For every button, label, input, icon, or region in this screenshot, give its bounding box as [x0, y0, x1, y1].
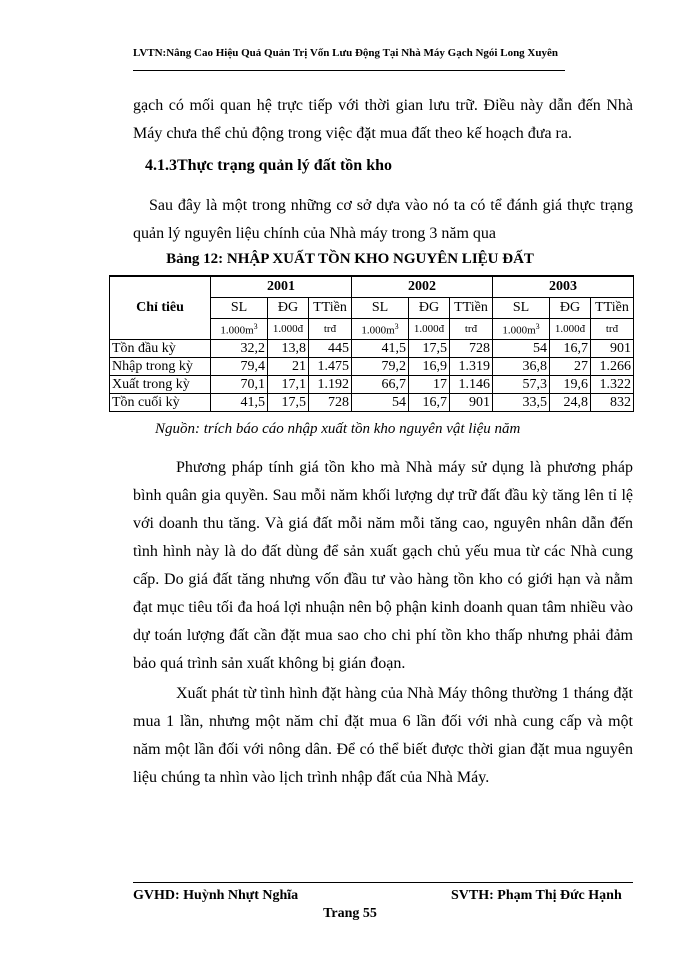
table-cell: 21 [268, 358, 309, 376]
table-cell: 54 [493, 340, 550, 358]
unit-tt: trđ [450, 319, 493, 340]
header-divider [133, 70, 565, 71]
table-cell: 1.475 [309, 358, 352, 376]
col-dg: ĐG [268, 298, 309, 319]
footer-divider [133, 882, 633, 883]
table-cell: 36,8 [493, 358, 550, 376]
table-title: Bảng 12: NHẬP XUẤT TỒN KHO NGUYÊN LIỆU ĐẤT [166, 251, 534, 267]
table-row [110, 376, 634, 394]
table-cell: 1.322 [591, 376, 634, 394]
table-cell: 445 [309, 340, 352, 358]
unit-sl: $1.000m^3$ [211, 319, 268, 340]
table-source-note: Nguồn: trích báo cáo nhập xuất tồn kho nguyên vật liệu năm [155, 421, 521, 437]
table-cell: 13,8 [268, 340, 309, 358]
col-sl: SL [211, 298, 268, 319]
table-cell: 79,4 [211, 358, 268, 376]
col-sl: SL [352, 298, 409, 319]
table-cell: 17 [409, 376, 450, 394]
table-cell: 1.319 [450, 358, 493, 376]
table-cell: 33,5 [493, 394, 550, 412]
table-cell: 17,5 [268, 394, 309, 412]
unit-tt: trđ [591, 319, 634, 340]
unit-tt: trđ [309, 319, 352, 340]
table-row [110, 340, 634, 358]
table-cell: 54 [352, 394, 409, 412]
paragraph-4: Xuất phát từ tình hình đặt hàng của Nhà Máy thông thường 1 tháng đặt mua 1 lần, nhưng một năm chỉ đặt mua 6 lần đối với nhà cung cấp và một năm một lần đối với nông dân. Để có thể biết được thời gian đặt mua nguyên liệu chúng ta nhìn vào lịch trình nhập đất của Nhà Máy. [133, 685, 633, 786]
table-cell: 901 [591, 340, 634, 358]
col-sl: SL [493, 298, 550, 319]
table-cell: 901 [450, 394, 493, 412]
unit-sl: $1.000m^3$ [493, 319, 550, 340]
table-cell: 728 [450, 340, 493, 358]
table-cell: 19,6 [550, 376, 591, 394]
row-label: Tồn đầu kỳ [110, 340, 211, 358]
page-number: Trang 55 [323, 906, 377, 921]
paragraph-1: gạch có mối quan hệ trực tiếp với thời gian lưu trữ. Điều này dẫn đến Nhà Máy chưa thể chủ động trong việc đặt mua đất theo kế hoạch đưa ra. [133, 97, 633, 142]
table-cell: 832 [591, 394, 634, 412]
col-dg: ĐG [409, 298, 450, 319]
table-cell: 1.192 [309, 376, 352, 394]
table-cell: 17,1 [268, 376, 309, 394]
row-header-cell: Chỉ tiêu [110, 276, 211, 340]
row-label: Xuất trong kỳ [110, 376, 211, 394]
table-cell: 16,9 [409, 358, 450, 376]
col-tt: TTiền [309, 298, 352, 319]
table-row [110, 394, 634, 412]
row-label: Tồn cuối kỳ [110, 394, 211, 412]
table-cell: 66,7 [352, 376, 409, 394]
table-row [110, 358, 634, 376]
table-cell: 1.146 [450, 376, 493, 394]
unit-dg: 1.000đ [268, 319, 309, 340]
table-cell: 16,7 [550, 340, 591, 358]
inventory-table [109, 275, 634, 412]
year-2003: 2003 [493, 276, 634, 298]
table-cell: 24,8 [550, 394, 591, 412]
table-cell: 17,5 [409, 340, 450, 358]
section-heading: 4.1.3Thực trạng quản lý đất tồn kho [145, 157, 392, 174]
table-cell: 41,5 [352, 340, 409, 358]
year-2001: 2001 [211, 276, 352, 298]
col-tt: TTiền [591, 298, 634, 319]
unit-dg: 1.000đ [409, 319, 450, 340]
footer-student: SVTH: Phạm Thị Đức Hạnh [451, 888, 622, 903]
table-cell: 70,1 [211, 376, 268, 394]
col-tt: TTiền [450, 298, 493, 319]
table-cell: 79,2 [352, 358, 409, 376]
col-dg: ĐG [550, 298, 591, 319]
row-label: Nhập trong kỳ [110, 358, 211, 376]
table-cell: 728 [309, 394, 352, 412]
paragraph-2: Sau đây là một trong những cơ sở dựa vào nó ta có tể đánh giá thực trạng quản lý nguyên liệu chính của Nhà máy trong 3 năm qua [133, 197, 633, 242]
year-2002: 2002 [352, 276, 493, 298]
table-cell: 1.266 [591, 358, 634, 376]
table-year-row [110, 276, 634, 298]
unit-dg: 1.000đ [550, 319, 591, 340]
footer-advisor: GVHD: Huỳnh Nhựt Nghĩa [133, 888, 299, 903]
paragraph-3: Phương pháp tính giá tồn kho mà Nhà máy sử dụng là phương pháp bình quân gia quyền. Sau mỗi năm khối lượng dự trữ đất đầu kỳ tăng lên tỉ lệ với doanh thu tăng. Và giá đất mỗi năm mỗi tăng cao, nguyên nhân dẫn đến tình hình này là do đất dùng để sản xuất gạch chủ yếu mua từ các Nhà cung cấp. Do giá đất tăng nhưng vốn đầu tư vào hàng tồn kho có giới hạn và nằm đạt mục tiêu tối đa hoá lợi nhuận nên bộ phận kinh doanh quan tâm nhiều vào dự toán lượng đất cần đặt mua sao cho chi phí tồn kho thấp nhưng phải đảm bảo quá trình sản xuất không bị gián đoạn. [133, 459, 633, 672]
running-header: LVTN:Nâng Cao Hiệu Quả Quản Trị Vốn Lưu Động Tại Nhà Máy Gạch Ngói Long Xuyên [133, 47, 558, 59]
table-cell: 32,2 [211, 340, 268, 358]
unit-sl: $1.000m^3$ [352, 319, 409, 340]
table-cell: 27 [550, 358, 591, 376]
table-cell: 16,7 [409, 394, 450, 412]
table-cell: 57,3 [493, 376, 550, 394]
table-cell: 41,5 [211, 394, 268, 412]
